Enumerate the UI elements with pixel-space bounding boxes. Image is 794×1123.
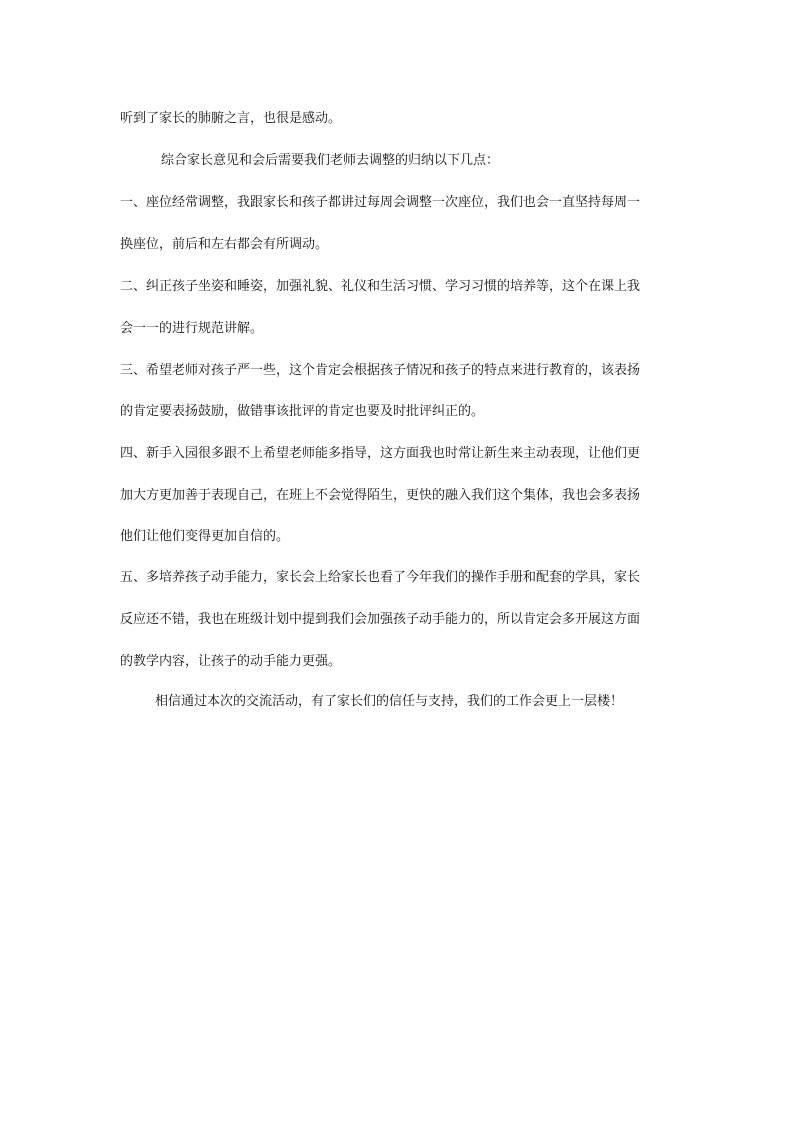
text-line-11: 他们让他们变得更加自信的。: [120, 529, 290, 544]
text-line-3: 一、座位经常调整，我跟家长和孩子都讲过每周会调整一次座位，我们也会一直坚持每周一: [120, 195, 641, 210]
text-line-7: 三、希望老师对孩子严一些，这个肯定会根据孩子情况和孩子的特点来进行教育的，该表扬: [120, 363, 641, 378]
text-line-15: 相信通过本次的交流活动，有了家长们的信任与支持，我们的工作会更上一层楼！: [155, 694, 624, 709]
text-line-9: 四、新手入园很多跟不上希望老师能多指导，这方面我也时常让新生来主动表现，让他们更: [120, 446, 641, 461]
text-line-4: 换座位，前后和左右都会有所调动。: [120, 237, 329, 252]
text-line-2: 综合家长意见和会后需要我们老师去调整的归纳以下几点：: [161, 153, 500, 168]
text-line-8: 的肯定要表扬鼓励，做错事该批评的肯定也要及时批评纠正的。: [120, 404, 485, 419]
text-line-13: 反应还不错，我也在班级计划中提到我们会加强孩子动手能力的，所以肯定会多开展这方面: [120, 612, 641, 627]
text-line-14: 的教学内容，让孩子的动手能力更强。: [120, 654, 342, 669]
text-line-12: 五、多培养孩子动手能力，家长会上给家长也看了今年我们的操作手册和配套的学具，家长: [120, 570, 641, 585]
text-line-1: 听到了家长的肺腑之言，也很是感动。: [120, 111, 342, 126]
text-line-10: 加大方更加善于表现自己，在班上不会觉得陌生，更快的融入我们这个集体，我也会多表扬: [120, 488, 641, 503]
text-line-5: 二、纠正孩子坐姿和睡姿，加强礼貌、礼仪和生活习惯、学习习惯的培养等，这个在课上我: [120, 279, 641, 294]
text-line-6: 会一一的进行规范讲解。: [120, 321, 264, 336]
